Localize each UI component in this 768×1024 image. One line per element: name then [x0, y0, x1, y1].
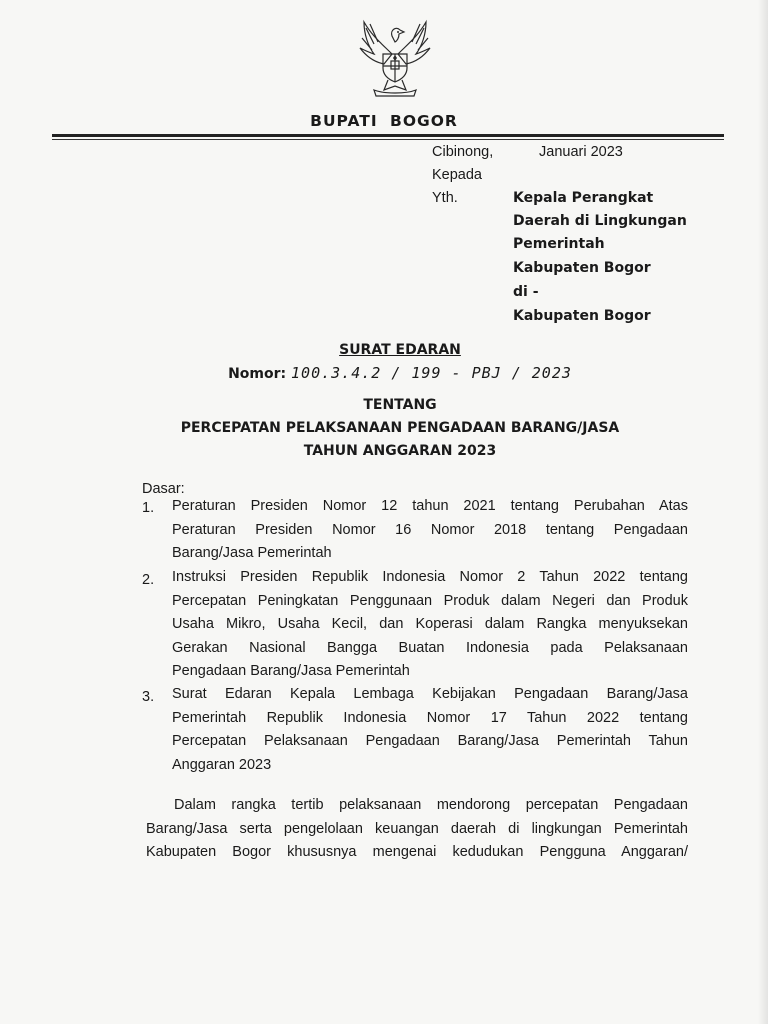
- document-type: SURAT EDARAN: [339, 342, 461, 358]
- subject-line-1: PERCEPATAN PELAKSANAAN PENGADAAN BARANG/JASA: [180, 420, 620, 436]
- subject-line-2: TAHUN ANGGARAN 2023: [303, 443, 497, 459]
- basis-item-3-line-1: Surat Edaran Kepala Lembaga Kebijakan Pengadaan Barang/Jasa: [172, 686, 688, 702]
- basis-item-2-line-2: Percepatan Peningkatan Penggunaan Produk dalam Negeri dan Produk: [172, 592, 688, 609]
- paragraph-line-1: Dalam rangka tertib pelaksanaan mendorong percepatan Pengadaan: [174, 797, 688, 813]
- basis-item-3-number: 3.: [142, 689, 155, 705]
- garuda-emblem-icon: [352, 14, 438, 100]
- document-number: [0, 364, 768, 382]
- letterhead-rule-thin: [52, 139, 724, 140]
- basis-item-1-line-3: Barang/Jasa Pemerintah: [172, 545, 332, 561]
- basis-item-1: [172, 495, 688, 566]
- paragraph-line-3: Kabupaten Bogor khususnya mengenai kedudukan Pengguna Anggaran/: [146, 844, 688, 860]
- scan-edge-shadow: [758, 0, 768, 1024]
- basis-item-3-line-3: Percepatan Pelaksanaan Pengadaan Barang/Jasa Pemerintah Tahun: [172, 733, 688, 749]
- letterhead-rule-thick: [52, 134, 724, 137]
- recipient-line-5: di -: [513, 284, 539, 300]
- basis-item-2-line-5: Pengadaan Barang/Jasa Pemerintah: [172, 663, 410, 679]
- recipient-line-3: Pemerintah: [513, 236, 605, 252]
- kepada-label: Kepada: [432, 167, 482, 183]
- basis-item-2-line-4: Gerakan Nasional Bangga Buatan Indonesia pada Pelaksanaan: [172, 639, 688, 656]
- basis-item-3-line-2: Pemerintah Republik Indonesia Nomor 17 Tahun 2022 tentang: [172, 709, 688, 726]
- recipient-line-6: Kabupaten Bogor: [513, 308, 651, 324]
- office-title-word2: BOGOR: [390, 112, 458, 130]
- number-value-handwritten: 100.3.4.2 / 199 - PBJ / 2023: [291, 364, 572, 382]
- office-title: [0, 112, 768, 130]
- yth-label: Yth.: [432, 190, 458, 206]
- opening-paragraph: [146, 794, 688, 865]
- basis-item-2-line-3: Usaha Mikro, Usaha Kecil, dan Koperasi dalam Rangka menyuksekan: [172, 616, 688, 632]
- basis-item-1-number: 1.: [142, 500, 155, 516]
- basis-item-3-line-4: Anggaran 2023: [172, 756, 272, 773]
- basis-label: Dasar:: [142, 481, 185, 497]
- letter-place: Cibinong,: [432, 144, 494, 160]
- basis-item-1-line-2: Peraturan Presiden Nomor 16 Nomor 2018 tentang Pengadaan: [172, 521, 688, 538]
- number-label: Nomor:: [228, 366, 287, 382]
- basis-item-2-line-1: Instruksi Presiden Republik Indonesia Nomor 2 Tahun 2022 tentang: [172, 569, 688, 585]
- basis-item-2-number: 2.: [142, 572, 155, 588]
- basis-item-3: [172, 683, 688, 777]
- office-title-word1: BUPATI: [310, 112, 378, 130]
- recipient-line-4: Kabupaten Bogor: [513, 260, 651, 276]
- basis-item-1-line-1: Peraturan Presiden Nomor 12 tahun 2021 tentang Perubahan Atas: [172, 498, 688, 514]
- paragraph-line-2: Barang/Jasa serta pengelolaan keuangan daerah di lingkungan Pemerintah: [146, 820, 688, 837]
- about-label: TENTANG: [363, 397, 437, 413]
- basis-item-2: [172, 566, 688, 684]
- letter-date: Januari 2023: [539, 144, 623, 160]
- recipient-line-1: Kepala Perangkat: [513, 190, 654, 206]
- recipient-line-2: Daerah di Lingkungan: [513, 213, 687, 229]
